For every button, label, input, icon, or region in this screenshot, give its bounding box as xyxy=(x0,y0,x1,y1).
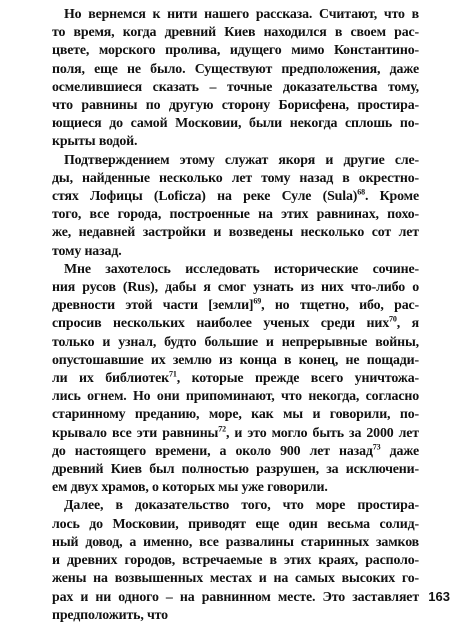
text-line: ющиеся до самой Московии, были некогда сплошь по- xyxy=(52,116,419,132)
text-line: Мне захотелось исследовать исторические сочине- xyxy=(64,261,419,277)
footnote-marker: 68 xyxy=(357,187,365,197)
text-line: же, недавней застройки и возведены несколько сот лет xyxy=(52,225,419,241)
text-line: осмелившиеся сказать – точные доказательства тому, xyxy=(52,79,419,95)
text-line: стях Лофицы (Loficza) на реке Суле (Sula)$^{68}$. Кроме xyxy=(52,187,419,205)
text-line: Подтверждением этому служат якоря и другие сле- xyxy=(64,152,419,168)
text-line: древний Киев был полностью разрушен, за исключени- xyxy=(52,462,419,478)
text-line: древности этой части [земли]$^{69}$, но тщетно, ибо, рас- xyxy=(52,296,419,314)
page-number: 163 xyxy=(428,589,450,604)
text-line: предположить, что xyxy=(52,607,168,623)
text-line: ды, найденные несколько лет тому назад в окрестно- xyxy=(52,170,419,186)
footnote-marker: 69 xyxy=(253,296,262,306)
text-line: рах и ни одного – на равнинном месте. Это заставляет xyxy=(52,589,419,605)
text-line: опустошавшие их землю из конца в конец, не пощади- xyxy=(52,352,419,368)
text-line: тому назад. xyxy=(52,243,122,259)
text-line: Далее, в доказательство того, что море простира- xyxy=(64,498,419,514)
text-line: крывало все эти равнины$^{72}$, и это могло быть за 2000 лет xyxy=(52,424,419,441)
text-line: ный довод, а именно, все развалины старинных замков xyxy=(52,534,419,550)
text-line: цвете, морского пролива, идущего мимо Константино- xyxy=(52,43,419,59)
footnote-marker: 72 xyxy=(218,424,226,434)
paragraph xyxy=(52,261,419,498)
text-line: того, все города, построенные на этих равнинах, похо- xyxy=(52,207,419,223)
paragraph xyxy=(52,497,419,624)
footnote-marker: 71 xyxy=(169,369,177,379)
paragraph xyxy=(52,6,419,152)
text-line: ем двух храмов, о которых мы уже говорили. xyxy=(52,480,328,496)
text-line: лось до Московии, приводят еще один весьма солид- xyxy=(52,516,419,532)
text-line: крыты водой. xyxy=(52,134,138,150)
text-line: ния русов (Rus), дабы я смог узнать из них что-либо о xyxy=(52,280,419,296)
text-line: жены на возвышенных местах и на самых высоких го- xyxy=(52,571,419,587)
text-line: ли их библиотек$^{71}$, которые прежде всего уничтожа- xyxy=(52,369,419,387)
text-line: лись огнем. Но они припоминают, что некогда, согласно xyxy=(52,389,419,405)
text-line: Но вернемся к нити нашего рассказа. Считают, что в xyxy=(64,7,419,22)
text-line: поля, еще не было. Существуют предположения, даже xyxy=(52,61,419,77)
text-line: то время, когда древний Киев находился в своем рас- xyxy=(52,25,419,41)
text-line: что равнины по другую сторону Борисфена, простира- xyxy=(52,98,419,114)
footnote-marker: 70 xyxy=(389,314,397,324)
text-line: старинному преданию, море, как мы и говорили, по- xyxy=(52,407,419,423)
text-line: и древних городов, встречаемые в этих краях, располо- xyxy=(52,553,419,569)
text-line: только и узнал, будто большие и непрерывные войны, xyxy=(52,334,419,350)
text-line: спросив нескольких наиболее ученых среди них$^{70}$, я xyxy=(52,314,419,332)
footnote-marker: 73 xyxy=(372,442,381,452)
paragraph xyxy=(52,152,419,261)
page-body xyxy=(52,6,419,625)
text-line: до настоящего времени, а около 900 лет назад$^{73}$ даже xyxy=(52,442,420,459)
